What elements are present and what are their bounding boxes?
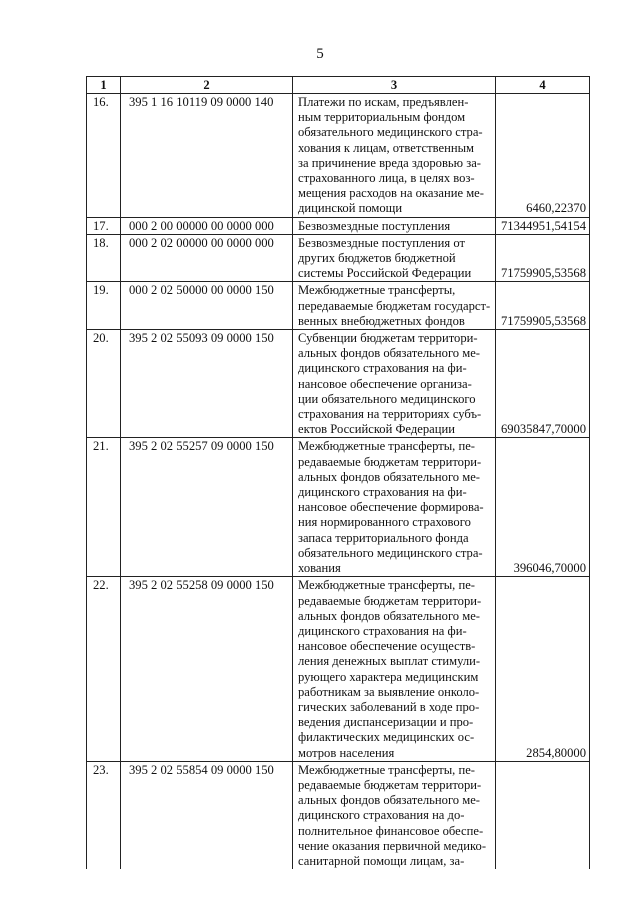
table-row bbox=[87, 282, 590, 330]
table-row bbox=[87, 761, 590, 869]
row-number: 17. bbox=[87, 217, 121, 234]
description-line: ведения диспансеризации и про- bbox=[298, 715, 474, 730]
description-line: мещения расходов на оказание ме- bbox=[298, 186, 484, 201]
description-line: запаса территориального фонда bbox=[298, 530, 469, 545]
description-line: Межбюджетные трансферты, пе- bbox=[298, 439, 476, 454]
description-line: рующего характера медицинским bbox=[298, 669, 479, 684]
table-row bbox=[87, 217, 590, 234]
description-line: дицинского страхования на фи- bbox=[298, 623, 467, 638]
description-line: других бюджетов бюджетной bbox=[298, 251, 456, 266]
description-line: страхования на территориях субъ- bbox=[298, 407, 482, 422]
row-number: 21. bbox=[87, 438, 121, 577]
budget-classification-code: 000 2 00 00000 00 0000 000 bbox=[121, 217, 293, 234]
description-line: Платежи по искам, предъявлен- bbox=[298, 95, 469, 109]
description-line: нансовое обеспечение организа- bbox=[298, 376, 472, 391]
revenue-description bbox=[293, 94, 496, 218]
row-number: 22. bbox=[87, 577, 121, 761]
revenue-description bbox=[293, 438, 496, 577]
description-line: Межбюджетные трансферты, пе- bbox=[298, 578, 476, 593]
description-line: полнительное финансовое обеспе- bbox=[298, 823, 484, 838]
row-number: 19. bbox=[87, 282, 121, 330]
description-line: редаваемые бюджетам территори- bbox=[298, 777, 482, 792]
row-number: 18. bbox=[87, 234, 121, 282]
description-line: передаваемые бюджетам государст- bbox=[298, 298, 491, 313]
description-line: альных фондов обязательного ме- bbox=[298, 346, 481, 361]
description-line: Безвозмездные поступления от bbox=[298, 235, 465, 250]
description-line: работникам за выявление онколо- bbox=[298, 684, 480, 699]
amount-value: 396046,70000 bbox=[496, 438, 590, 577]
description-line: редаваемые бюджетам территори- bbox=[298, 454, 482, 469]
budget-classification-code: 395 2 02 55257 09 0000 150 bbox=[121, 438, 293, 577]
description-line: нансовое обеспечение формирова- bbox=[298, 500, 484, 515]
amount-value: 2854,80000 bbox=[496, 577, 590, 761]
description-line: хования к лицам, ответственным bbox=[298, 140, 475, 155]
budget-classification-code: 395 2 02 55258 09 0000 150 bbox=[121, 577, 293, 761]
description-line: гических заболеваний в ходе про- bbox=[298, 699, 480, 714]
revenue-description bbox=[293, 217, 496, 234]
page-number: 5 bbox=[316, 46, 324, 62]
description-line: альных фондов обязательного ме- bbox=[298, 469, 481, 484]
description-line: Субвенции бюджетам территори- bbox=[298, 331, 478, 346]
column-header-number: 1 bbox=[87, 77, 121, 94]
column-header-code: 2 bbox=[121, 77, 293, 94]
budget-classification-code: 395 2 02 55093 09 0000 150 bbox=[121, 330, 293, 438]
table-row bbox=[87, 330, 590, 438]
table-header-row bbox=[87, 77, 590, 94]
budget-classification-code: 000 2 02 00000 00 0000 000 bbox=[121, 234, 293, 282]
table-row bbox=[87, 234, 590, 282]
table-row bbox=[87, 438, 590, 577]
description-line: дицинского страхования на фи- bbox=[298, 485, 467, 500]
budget-classification-code: 000 2 02 50000 00 0000 150 bbox=[121, 282, 293, 330]
amount-value bbox=[496, 761, 590, 869]
description-line: ции обязательного медицинского bbox=[298, 391, 476, 406]
description-line: обязательного медицинского стра- bbox=[298, 545, 483, 560]
description-line: Межбюджетные трансферты, пе- bbox=[298, 762, 476, 777]
amount-value: 6460,22370 bbox=[496, 94, 590, 218]
description-line: Межбюджетные трансферты, bbox=[298, 283, 456, 298]
revenue-description bbox=[293, 761, 496, 869]
budget-revenue-table bbox=[86, 76, 590, 869]
amount-value: 71344951,54154 bbox=[496, 217, 590, 234]
description-line: ния нормированного страхового bbox=[298, 515, 471, 530]
description-line: нансовое обеспечение осуществ- bbox=[298, 639, 476, 654]
description-line: Безвозмездные поступления bbox=[298, 218, 451, 233]
description-line: филактических медицинских ос- bbox=[298, 730, 475, 745]
description-line: чение оказания первичной медико- bbox=[298, 838, 487, 853]
row-number: 20. bbox=[87, 330, 121, 438]
description-line: ным территориальным фондом bbox=[298, 110, 466, 125]
budget-classification-code: 395 2 02 55854 09 0000 150 bbox=[121, 761, 293, 869]
amount-value: 69035847,70000 bbox=[496, 330, 590, 438]
table-row bbox=[87, 577, 590, 761]
revenue-description bbox=[293, 330, 496, 438]
row-number: 16. bbox=[87, 94, 121, 218]
description-line: редаваемые бюджетам территори- bbox=[298, 593, 482, 608]
description-line: санитарной помощи лицам, за- bbox=[298, 853, 465, 868]
amount-value: 71759905,53568 bbox=[496, 234, 590, 282]
description-line: дицинского страхования на до- bbox=[298, 808, 465, 823]
budget-classification-code: 395 1 16 10119 09 0000 140 bbox=[121, 94, 293, 218]
description-line: венных внебюджетных фондов bbox=[298, 313, 465, 328]
description-line: обязательного медицинского стра- bbox=[298, 125, 483, 140]
description-line: за причинение вреда здоровью за- bbox=[298, 155, 481, 170]
description-line: альных фондов обязательного ме- bbox=[298, 608, 481, 623]
table-row bbox=[87, 94, 590, 218]
description-line: альных фондов обязательного ме- bbox=[298, 793, 481, 808]
description-line: системы Российской Федерации bbox=[298, 266, 472, 281]
revenue-description bbox=[293, 282, 496, 330]
revenue-description bbox=[293, 234, 496, 282]
row-number: 23. bbox=[87, 761, 121, 869]
description-line: хования bbox=[298, 561, 341, 576]
description-line: дицинской помощи bbox=[298, 201, 403, 216]
column-header-amount: 4 bbox=[496, 77, 590, 94]
description-line: мотров населения bbox=[298, 745, 395, 760]
description-line: ектов Российской Федерации bbox=[298, 422, 455, 437]
amount-value: 71759905,53568 bbox=[496, 282, 590, 330]
revenue-description bbox=[293, 577, 496, 761]
description-line: страхованного лица, в целях воз- bbox=[298, 171, 475, 186]
description-line: дицинского страхования на фи- bbox=[298, 361, 467, 376]
column-header-description: 3 bbox=[293, 77, 496, 94]
description-line: ления денежных выплат стимули- bbox=[298, 654, 481, 669]
